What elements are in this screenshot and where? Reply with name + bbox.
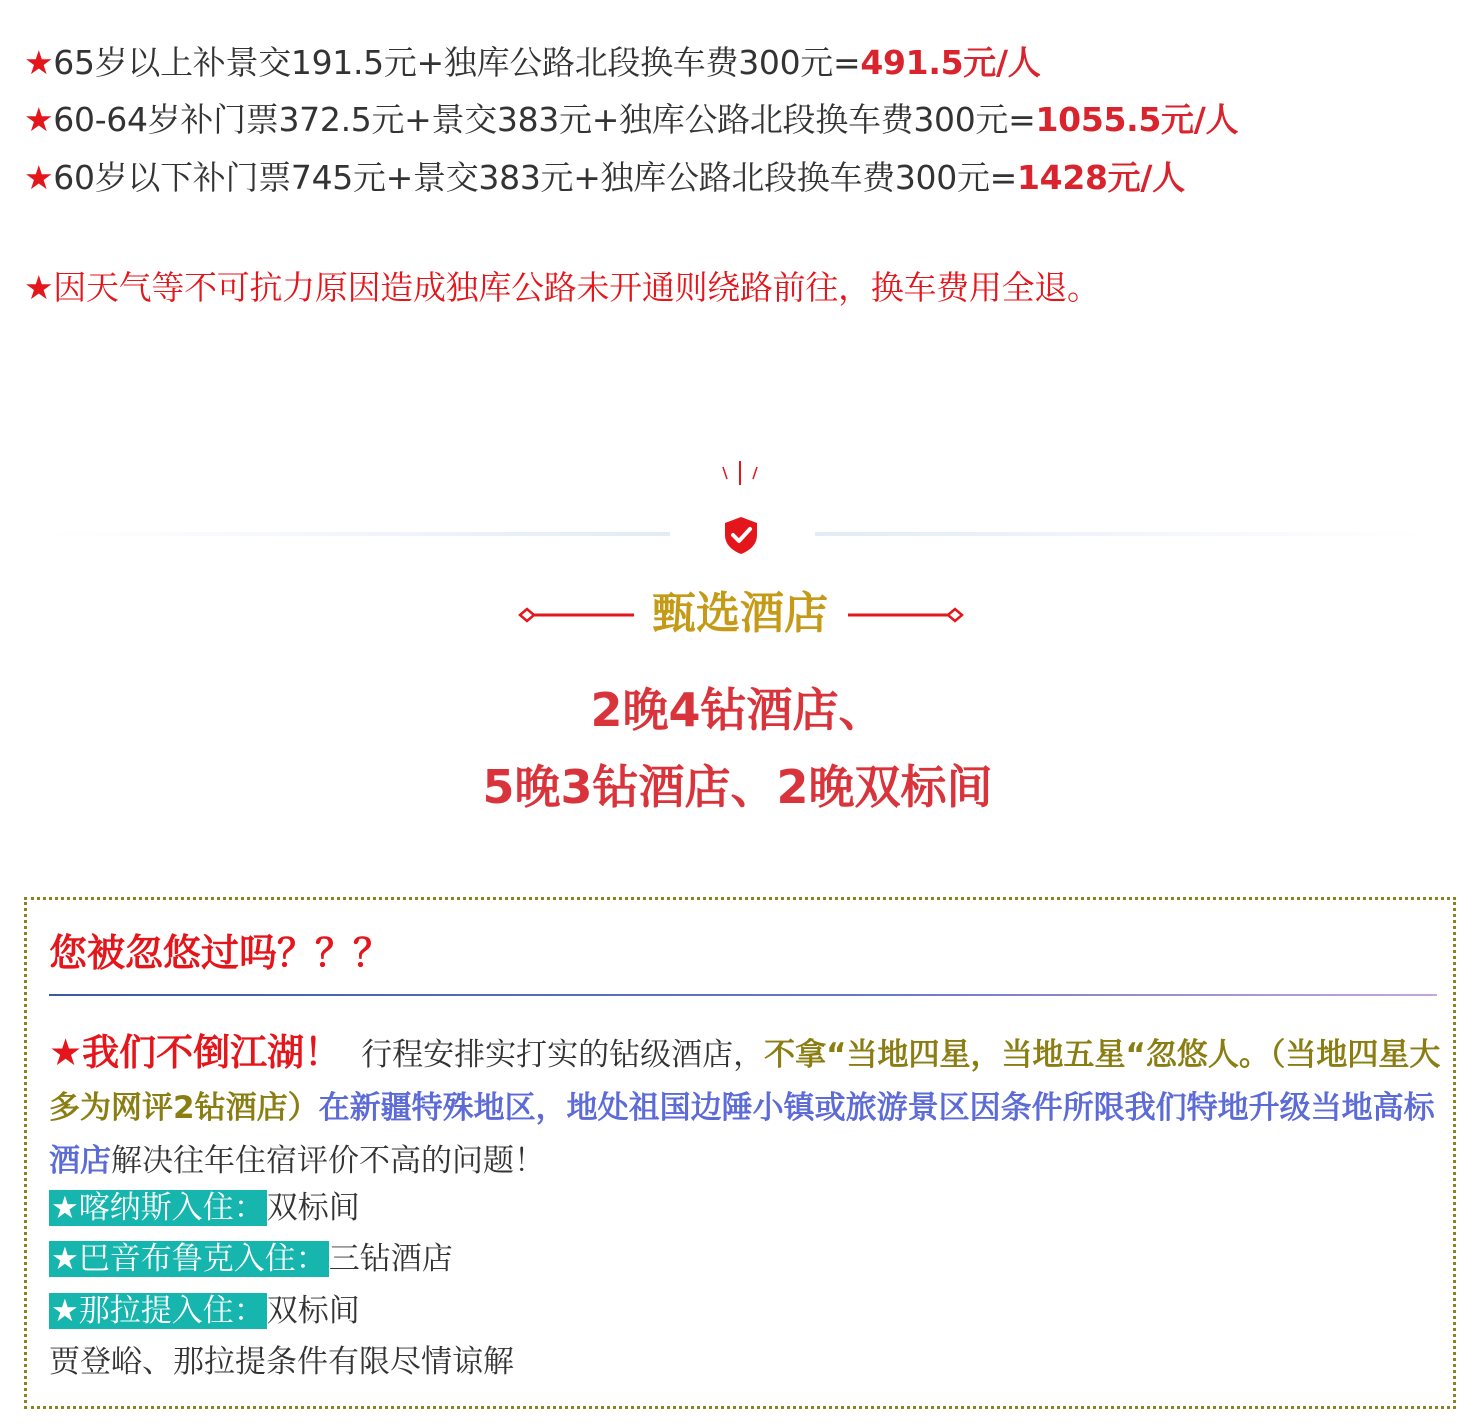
diamond-line-ornament — [516, 607, 636, 623]
price-line-60-64 — [24, 100, 1238, 140]
box-divider — [49, 994, 1437, 996]
price-line-under60 — [24, 158, 1185, 198]
stay-row-bayanbulak — [49, 1239, 453, 1279]
diamond-line-ornament — [846, 607, 966, 623]
divider-line-right — [815, 532, 1425, 536]
stay-row-nalati — [49, 1291, 360, 1331]
divider-line-left — [48, 532, 670, 536]
para-seg2: 不拿“当地四星，当地五星“忽悠人。（当地四星大多为网评2钻酒店） — [49, 1037, 1441, 1126]
price-total: 491.5元/人 — [860, 43, 1041, 82]
star-icon: ★ — [24, 43, 54, 82]
stay-value: 三钻酒店 — [328, 1241, 453, 1277]
para-seg3: 在新疆特殊地区，地处祖国边陲小镇或旅游景区因条件所限我们特地升级当地高标酒店 — [49, 1090, 1435, 1179]
stay-tag: ★巴音布鲁克入住： — [51, 1241, 327, 1277]
stay-value: 双标间 — [266, 1293, 360, 1329]
stay-value: 双标间 — [266, 1190, 360, 1226]
section-divider — [0, 455, 1475, 555]
price-total: 1428元/人 — [1017, 158, 1185, 197]
stay-tag: ★那拉提入住： — [51, 1293, 265, 1329]
rays-icon — [715, 457, 765, 487]
para-seg1: 行程安排实打实的钻级酒店， — [361, 1037, 765, 1073]
para-lead: ★我们不倒江湖！ — [49, 1031, 342, 1074]
hotel-summary-line2: 5晚3钻酒店、2晚双标间 — [482, 760, 993, 814]
stay-tag: ★喀纳斯入住： — [51, 1190, 265, 1226]
refund-notice: ★因天气等不可抗力原因造成独库公路未开通则绕路前往，换车费用全退。 — [24, 268, 1100, 307]
hotel-info-box — [24, 897, 1456, 1409]
box-footnote: 贾登峪、那拉提条件有限尽情谅解 — [49, 1344, 514, 1380]
price-line-65plus — [24, 43, 1040, 83]
hotel-section-title: 甄选酒店 — [652, 588, 828, 639]
shield-check-icon — [722, 515, 760, 555]
para-seg4: 解决往年住宿评价不高的问题！ — [111, 1143, 545, 1179]
star-icon: ★ — [24, 158, 54, 197]
star-icon: ★ — [24, 100, 54, 139]
hotel-summary-line1: 2晚4钻酒店、 — [590, 683, 885, 737]
price-formula: 65岁以上补景交191.5元+独库公路北段换车费300元= — [53, 43, 861, 82]
price-formula: 60岁以下补门票745元+景交383元+独库公路北段换车费300元= — [53, 158, 1018, 197]
hotel-title-row — [0, 585, 1475, 645]
box-title: 您被忽悠过吗？？？ — [49, 931, 392, 975]
stay-row-kanas — [49, 1188, 360, 1228]
box-paragraph — [49, 1026, 1441, 1188]
price-total: 1055.5元/人 — [1035, 100, 1239, 139]
price-formula: 60-64岁补门票372.5元+景交383元+独库公路北段换车费300元= — [53, 100, 1036, 139]
